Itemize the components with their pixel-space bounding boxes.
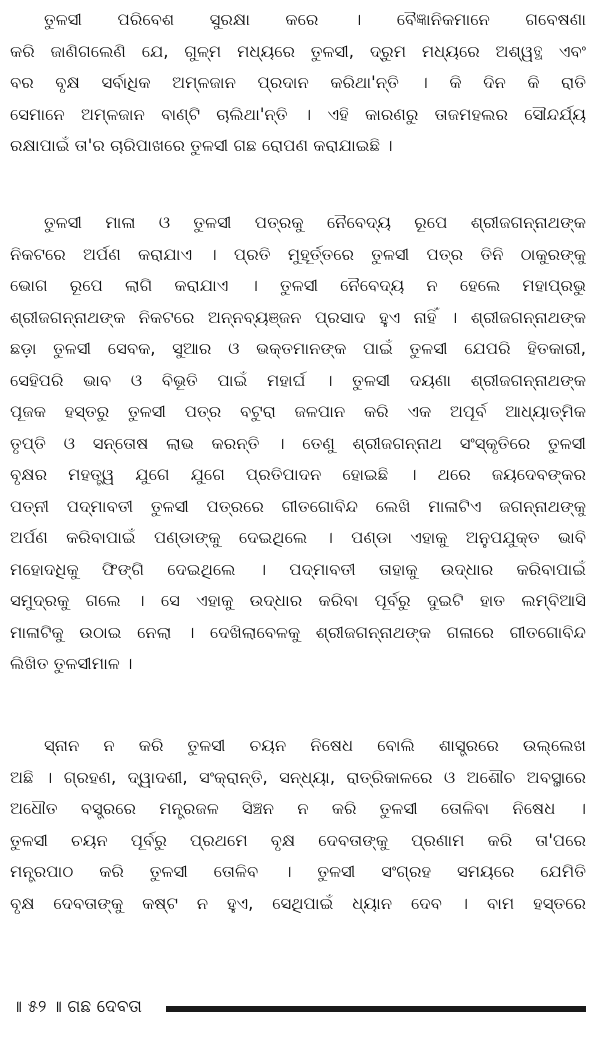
text-line: ତୃପ୍ତି ଓ ସନ୍ତୋଷ ଲାଭ କରନ୍ତି । ତେଣୁ ଶ୍ରୀଜଗନ୍ନାଥ ସଂସ୍କୃତିରେ ତୁଳସୀ: [10, 433, 586, 453]
text-line: ତୁଳସୀ ପରିବେଶ ସୁରକ୍ଷା କରେ । ବୈଜ୍ଞାନିକମାନେ ଗବେଷଣା: [44, 10, 586, 29]
text-line: ଲିଖିତ ତୁଳସୀମାଳ ।: [10, 654, 133, 673]
paragraph-2: [10, 207, 586, 680]
text-line: ମହୋଦଧିକୁ ଫିଙ୍ଗି ଦେଇଥିଲେ । ପଦ୍ମାବତୀ ତାହାକୁ ଉଦ୍ଧାର କରିବାପାଇଁ: [10, 559, 586, 579]
text-line: ଶ୍ରୀଜଗନ୍ନାଥଙ୍କ ନିକଟରେ ଅନ୍ନବ୍ୟଞ୍ଜନ ପ୍ରସାଦ ହୁଏ ନାହିଁ । ଶ୍ରୀଜଗନ୍ନାଥଙ୍କ: [10, 307, 586, 327]
text-line: ସମୁଦ୍ରକୁ ଗଲେ । ସେ ଏହାକୁ ଉଦ୍ଧାର କରିବା ପୂର୍ବରୁ ଦୁଇଟି ହାତ ଲମ୍ବିଆସି: [10, 591, 586, 610]
text-line: ସେମାନେ ଅମ୍ଳଜାନ ବାଣ୍ଟି ଚାଲିଥା'ନ୍ତି । ଏହି କାରଣରୁ ତାଜମହଲର ସୌନ୍ଦର୍ଯ୍ୟ: [10, 104, 586, 124]
text-line: ବୃକ୍ଷ ଦେବତାଙ୍କୁ କଷ୍ଟ ନ ହୁଏ, ସେଥିପାଇଁ ଧ୍ୟାନ ଦେବ । ବାମ ହସ୍ତରେ: [10, 893, 586, 913]
paragraph-1: [10, 4, 586, 162]
page-footer: [12, 992, 586, 1022]
text-line: ଭୋଗ ରୂପେ ଲାଗି କରାଯାଏ । ତୁଳସୀ ନୈବେଦ୍ୟ ନ ହେଲେ ମହାପ୍ରଭୁ: [10, 276, 586, 295]
text-line: ଅଛି । ଗ୍ରହଣ, ଦ୍ୱାଦଶୀ, ସଂକ୍ରାନ୍ତି, ସନ୍ଧ୍ୟା, ରାତ୍ରିକାଳରେ ଓ ଅଶୌଚ ଅବସ୍ଥାରେ: [10, 767, 586, 787]
paragraph-3: [10, 730, 586, 919]
text-line: ତୁଳସୀ ମାଳା ଓ ତୁଳସୀ ପତ୍ରକୁ ନୈବେଦ୍ୟ ରୂପେ ଶ୍ରୀଜଗନ୍ନାଥଙ୍କ: [44, 213, 586, 232]
text-line: ନିକଟରେ ଅର୍ପଣ କରାଯାଏ । ପ୍ରତି ମୁହୂର୍ତ୍ତରେ ତୁଳସୀ ପତ୍ର ତିନି ଠାକୁରଙ୍କୁ: [10, 244, 586, 264]
text-line: ରକ୍ଷାପାଇଁ ତା'ର ଚାରିପାଖରେ ତୁଳସୀ ଗଛ ରୋପଣ କରାଯାଇଛି ।: [10, 136, 393, 155]
text-line: କରି ଜାଣିଗଲେଣି ଯେ, ଗୁଳ୍ମ ମଧ୍ୟରେ ତୁଳସୀ, ଦ୍ରୁମ ମଧ୍ୟରେ ଅଶ୍ୱତ୍ଥ ଏବଂ: [10, 41, 586, 61]
text-line: ଛଡ଼ା ତୁଳସୀ ସେବକ, ସୁଆର ଓ ଭକ୍ତମାନଙ୍କ ପାଇଁ ତୁଳସୀ ଯେପରି ହିତକାରୀ,: [10, 339, 586, 358]
text-line: ଅର୍ପଣ କରିବାପାଇଁ ପଣ୍ଡାଙ୍କୁ ଦେଇଥିଲେ । ପଣ୍ଡା ଏହାକୁ ଅନୁପଯୁକ୍ତ ଭାବି: [10, 528, 586, 547]
text-line: ମନ୍ତ୍ରପାଠ କରି ତୁଳସୀ ତୋଳିବ । ତୁଳସୀ ସଂଗ୍ରହ ସମୟରେ ଯେମିତି: [10, 862, 586, 881]
text-line: ମାଳାଟିକୁ ଉଠାଇ ନେଲା । ଦେଖିଲାବେଳକୁ ଶ୍ରୀଜଗନ୍ନାଥଙ୍କ ଗଳାରେ ଗୀତଗୋବିନ୍ଦ: [10, 622, 586, 642]
footer-rule: [166, 1006, 586, 1012]
text-line: ସେହିପରି ଭାବ ଓ ବିଭୂତି ପାଇଁ ମହାର୍ଘ । ତୁଳସୀ ଦୟଣା ଶ୍ରୀଜଗନ୍ନାଥଙ୍କ: [10, 370, 586, 390]
text-line: ସ୍ନାନ ନ କରି ତୁଳସୀ ଚୟନ ନିଷେଧ ବୋଲି ଶାସ୍ତ୍ରରେ ଉଲ୍ଲେଖ: [44, 736, 586, 755]
text-line: ଅଧୌତ ବସ୍ତ୍ରରେ ମନ୍ତ୍ରଜଳ ସିଞ୍ଚନ ନ କରି ତୁଳସୀ ତୋଳିବା ନିଷେଧ ।: [10, 799, 586, 818]
page-folio: ॥ ୫୨ ॥ ଗଛ ଦେବତା: [12, 997, 142, 1017]
text-line: ପୂଜକ ହସ୍ତରୁ ତୁଳସୀ ପତ୍ର ବଟୁରା ଜଳପାନ କରି ଏକ ଅପୂର୍ବ ଆଧ୍ୟାତ୍ମିକ: [10, 402, 586, 421]
text-line: ପତ୍ନୀ ପଦ୍ମାବତୀ ତୁଳସୀ ପତ୍ରରେ ଗୀତଗୋବିନ୍ଦ ଲେଖି ମାଳାଟିଏ ଜଗନ୍ନାଥଙ୍କୁ: [10, 496, 586, 516]
text-line: ତୁଳସୀ ଚୟନ ପୂର୍ବରୁ ପ୍ରଥମେ ବୃକ୍ଷ ଦେବତାଙ୍କୁ ପ୍ରଣାମ କରି ତା'ପରେ: [10, 830, 586, 850]
text-line: ବର ବୃକ୍ଷ ସର୍ବାଧିକ ଅମ୍ଳଜାନ ପ୍ରଦାନ କରିଥା'ନ୍ତି । କି ଦିନ କି ରାତି: [10, 73, 586, 92]
text-line: ବୃକ୍ଷର ମହତ୍ତ୍ୱ ଯୁଗେ ଯୁଗେ ପ୍ରତିପାଦନ ହୋଇଛି । ଥରେ ଜୟଦେବଙ୍କର: [10, 465, 586, 484]
